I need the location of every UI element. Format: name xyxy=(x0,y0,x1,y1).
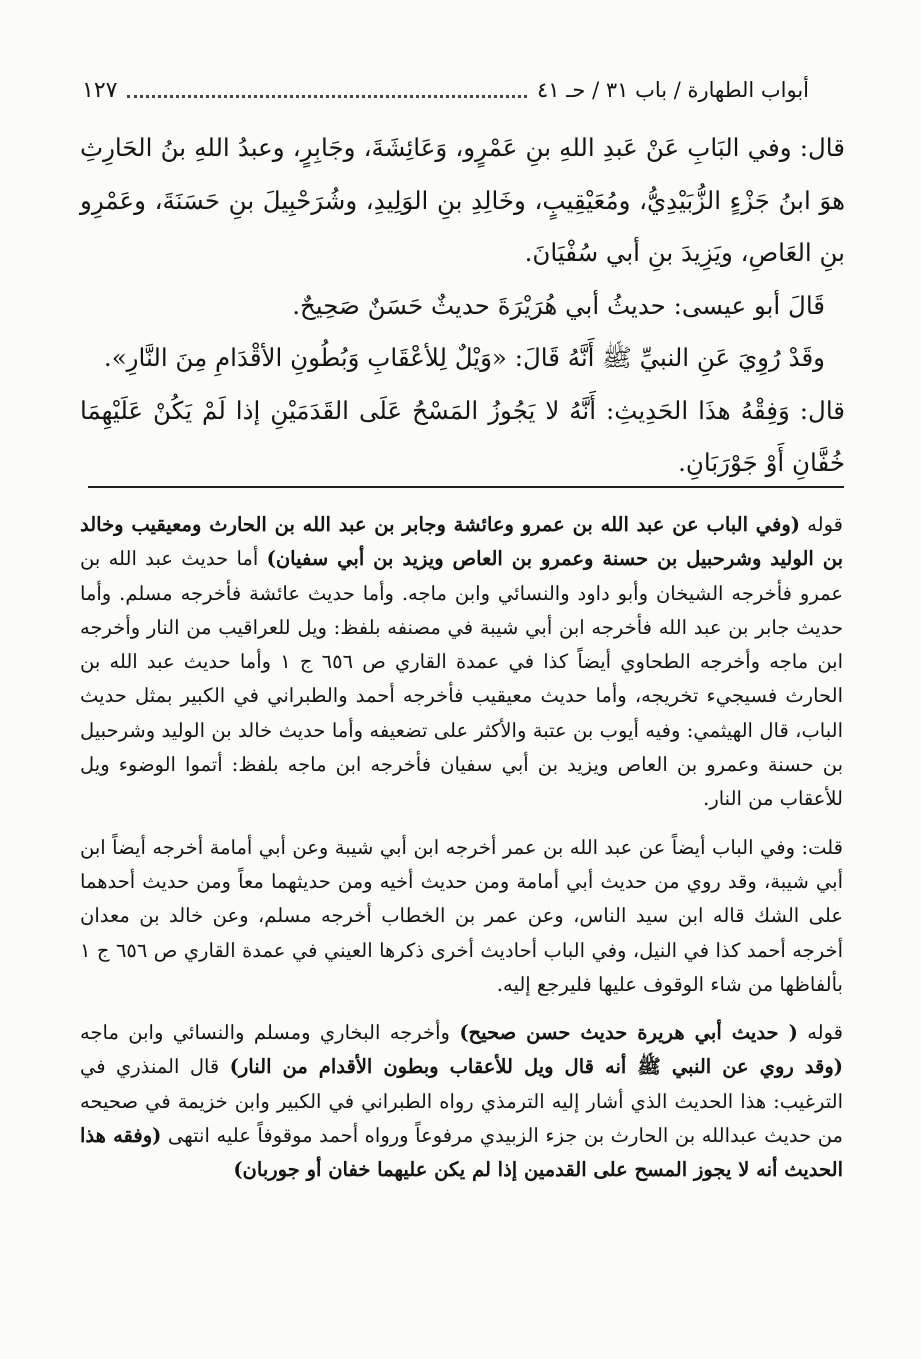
commentary-text: وأخرجه البخاري ومسلم والنسائي وابن ماجه xyxy=(80,1021,460,1045)
hadith-paragraph: قَالَ أبو عيسى: حديثُ أبي هُرَيْرَةَ حديثٌ حَسَنٌ صَحِيحٌ. xyxy=(292,290,825,320)
commentary-text: قلت: وفي الباب أيضاً عن عبد الله بن عمر أخرجه ابن أبي شيبة وعن أبي أمامة أخرجه أيضاً ابن أبي شيبة، وقد روي من حديث أبي أمامة ومن حديث أخيه ومن حديثهما معاً ومن حديث أحدهما على الشك قاله ابن سيد الناس، وعن عمر بن الخطاب أخرجه مسلم، وعن خالد بن معدان أخرجه أحمد كذا في النيل، وفي الباب أحاديث أخرى ذكرها العيني في عمدة القاري ص ٦٥٦ ج ١ بألفاظها من شاء الوقوف عليها فليرجع إليه. xyxy=(80,835,843,996)
commentary-paragraph xyxy=(80,508,843,817)
commentary-text: أما حديث عبد الله بن عمرو فأخرجه الشيخان وأبو داود والنسائي وابن ماجه. وأما حديث عائشة فأخرجه مسلم. وأما حديث جابر بن عبد الله فأخرجه ابن أبي شيبة في مصنفه بلفظ: ويل للعراقيب من النار وأخرجه ابن ماجه وأخرجه الطحاوي أيضاً كذا في عمدة القاري ص ٦٥٦ ج ١ وأما حديث عبد الله بن الحارث فسيجيء تخريجه، وأما حديث معيقيب فأخرجه أحمد والطبراني في الكبير بمثل حديث الباب، قال الهيثمي: وفيه أيوب بن عتبة والأكثر على تضعيفه وأما حديث خالد بن الوليد وشرحبيل بن حسنة وعمرو بن العاص ويزيد بن أبي سفيان فأخرجه ابن ماجه بلفظ: أتموا الوضوء ويل للأعقاب من النار. xyxy=(80,547,844,811)
leader-dots xyxy=(127,95,527,98)
hadith-text xyxy=(80,122,845,490)
quoted-matn: ( حديث أبي هريرة حديث حسن صحيح) xyxy=(459,1021,798,1045)
section-divider xyxy=(88,486,844,488)
quoted-matn: (وفي الباب عن عبد الله بن عمرو وعائشة وجابر بن عبد الله بن الحارث ومعيقيب وخالد بن الوليد وشرحبيل بن حسنة وعمرو بن العاص ويزيد بن أبي سفيان) xyxy=(80,513,843,571)
quoted-matn: (وقد روي عن النبي ﷺ أنه قال ويل للأعقاب وبطون الأقدام من النار) xyxy=(229,1055,843,1079)
running-title: أبواب الطهارة / باب ٣١ / حـ ٤١ xyxy=(537,78,809,102)
quoted-matn: (وفقه هذا الحديث أنه لا يجوز المسح على القدمين إذا لم يكن عليهما خفان أو جوربان) xyxy=(80,1124,843,1182)
commentary-paragraph xyxy=(80,1016,843,1187)
commentary-text: قال المنذري في الترغيب: هذا الحديث الذي أشار إليه الترمذي رواه الطبراني في الكبير وابن خزيمة في صحيحه من حديث عبدالله بن الحارث بن جزء الزبيدي مرفوعاً ورواه أحمد موقوفاً عليه انتهى xyxy=(80,1055,843,1148)
commentary-paragraph xyxy=(80,831,843,1002)
hadith-paragraph: وقَدْ رُوِيَ عَنِ النبيِّ ﷺ أَنَّهُ قَالَ: «وَيْلٌ لِلأعْقَابِ وَبُطُونِ الأقْدَامِ مِنَ النَّارِ». xyxy=(103,343,825,372)
commentary-section xyxy=(80,508,843,1202)
page-header xyxy=(82,70,809,110)
hadith-paragraph: قال: وَفِقْهُ هذَا الحَدِيثِ: أَنَّهُ لا يَجُوزُ المَسْحُ عَلَى القَدَمَيْنِ إذا لَمْ يَكُنْ عَلَيْهِمَا خُفَّانِ أَوْ جَوْرَبَانِ. xyxy=(80,395,845,477)
page-number: ١٢٧ xyxy=(82,77,118,103)
commentary-text: قوله xyxy=(800,513,843,536)
commentary-text: قوله xyxy=(797,1021,844,1045)
hadith-paragraph: قال: وفي البَابِ عَنْ عَبدِ اللهِ بنِ عَمْرٍو، وَعَائِشَةَ، وجَابِرٍ، وعبدُ اللهِ بنُ الحَارِثِ هوَ ابنُ جَزْءٍ الزُّبَيْدِيُّ، ومُعَيْقِيبٍ، وخَالِدِ بنِ الوَلِيدِ، وشُرَحْبِيلَ بنِ حَسَنَةَ، وعَمْرِو بنِ العَاصِ، ويَزِيدَ بنِ أبي سُفْيَانَ. xyxy=(80,133,845,267)
